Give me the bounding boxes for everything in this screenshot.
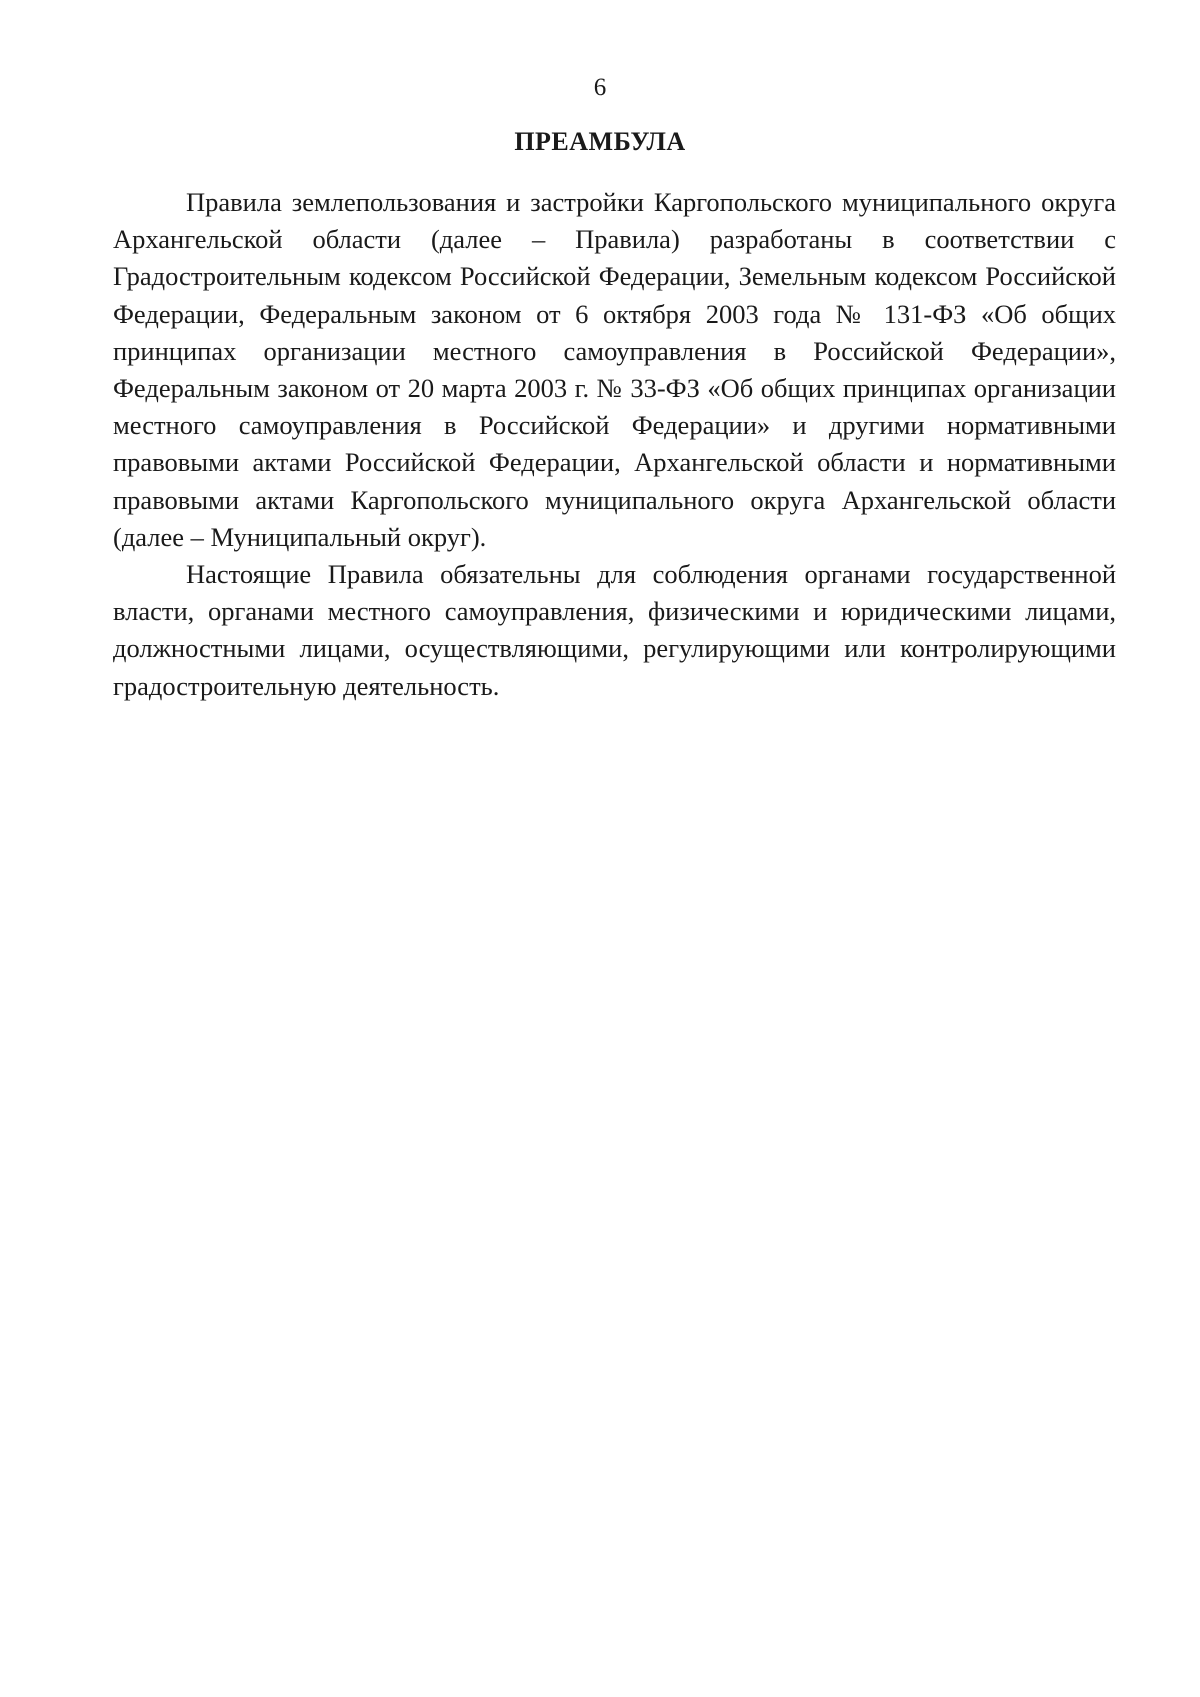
document-body [113, 184, 1116, 705]
page-number: 6 [593, 74, 607, 101]
paragraph-rules-obligation: Настоящие Правила обязательны для соблюдения органами государственной власти, органами местного самоуправления, физическими и юридическими лицами, должностными лицами, осуществляющими, регулирующими или контролирующими градостроительную деятельность. [113, 559, 1116, 701]
page-title: ПРЕАМБУЛА [514, 127, 686, 156]
paragraph-rules-basis: Правила землепользования и застройки Каргопольского муниципального округа Архангельской области (далее – Правила) разработаны в соответствии с Градостроительным кодексом Российской Федерации, Земельным кодексом Российской Федерации, Федеральным законом от 6 октября 2003 года № 131-ФЗ «Об общих принципах организации местного самоуправления в Российской Федерации», Федеральным законом от 20 марта 2003 г. № 33-ФЗ «Об общих принципах организации местного самоуправления в Российской Федерации» и другими нормативными правовыми актами Российской Федерации, Архангельской области и нормативными правовыми актами Каргопольского муниципального округа Архангельской области (далее – Муниципальный округ). [113, 187, 1116, 552]
